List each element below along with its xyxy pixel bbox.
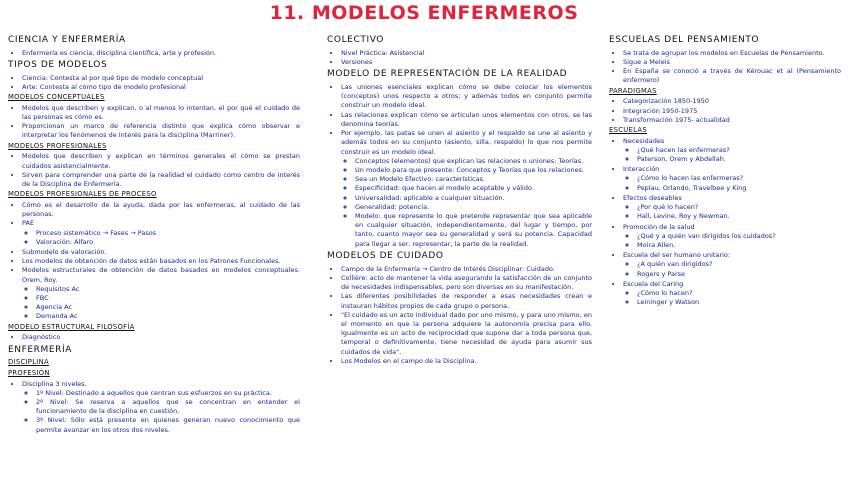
heading-cuidado: MODELOS DE CUIDADO <box>327 250 444 261</box>
list-item: • Los Modelos en el campo de la Disciplina. <box>341 357 592 366</box>
list-item-label: PAE <box>22 219 35 228</box>
list-item: • Submodelo de valoración. <box>22 248 300 257</box>
list-conceptuales <box>8 104 300 141</box>
list-item: • Arte: Contesta al cómo tipo de modelo profesional <box>22 83 300 92</box>
heading-estructural: MODELO ESTRUCTURAL FILOSOFÍA <box>8 322 135 331</box>
list-item: ◦ Leininger y Watson <box>637 298 841 307</box>
column-middle <box>327 34 592 367</box>
list-item <box>341 129 592 249</box>
list-item: ◦ 3º Nivel: Sólo está presente en quienes generan nuevo conocimiento que permite avanzar en los otros dos niveles. <box>36 416 300 434</box>
sublist <box>623 203 841 221</box>
heading-profesion: PROFESIÓN <box>8 368 50 377</box>
heading-ciencia: CIENCIA Y ENFERMERÍA <box>8 35 126 45</box>
list-item: ◦ Rogers y Parse <box>637 270 841 279</box>
list-item: • Sigue a Meleis <box>623 58 841 67</box>
list-pae <box>22 229 300 247</box>
list-item: ◦ Peplau, Orlando, Travelbee y King <box>637 184 841 193</box>
list-tipos <box>8 74 300 92</box>
sublist <box>623 289 841 307</box>
list-item: ◦ Valoración: Alfaro <box>36 238 300 247</box>
heading-escuelas: ESCUELAS DEL PENSAMIENTO <box>609 35 760 45</box>
list-item: ◦ Demanda Ac <box>36 312 300 321</box>
list-item: • "El cuidado es un acto individual dado por uno mismo, y para uno mismo, en el momento en que la persona adquiere la autonomía precisa para ello. Igualmente es un acto de reciprocidad que supone dar a toda persona que, temporal o definitivamente, tiene necesidad de ayuda para asumir sus cuidados de vida". <box>341 311 592 357</box>
list-representacion <box>327 83 592 249</box>
sublist <box>623 174 841 192</box>
list-item: ◦ Generalidad: potencia. <box>355 203 592 212</box>
list-profesionales <box>8 152 300 189</box>
list-item <box>22 266 300 321</box>
list-escuelas-detalle <box>609 137 841 308</box>
list-item <box>623 223 841 251</box>
list-item: • Integración 1950-1975 <box>623 107 841 116</box>
list-item <box>623 165 841 193</box>
list-item: • Modelos que describen y explican, o al menos lo intentan, el por qué el cuidado de las personas es cómo es. <box>22 104 300 122</box>
list-orem-roy <box>22 285 300 322</box>
heading-enfermeria: ENFERMERÍA <box>8 344 73 355</box>
list-item: ◦ Especificidad: que hacen al modelo aceptable y válido. <box>355 184 592 193</box>
list-item <box>623 251 841 279</box>
list-item: ◦ Proceso sistemático → Fases → Pasos <box>36 229 300 238</box>
list-paradigmas <box>609 97 841 125</box>
list-item: ◦ ¿Por qué lo hacen? <box>637 203 841 212</box>
list-estructural <box>8 333 300 342</box>
list-item: • Campo de la Enfermería → Centro de Interés Disciplinar: Cuidado. <box>341 265 592 274</box>
list-item: • Collière: acto de mantener la vida asegurando la satisfacción de un conjunto de necesidades indispensables, pero son diversas en su manifestación. <box>341 274 592 292</box>
list-ciencia <box>8 49 300 58</box>
heading-proceso: MODELOS PROFESIONALES DE PROCESO <box>8 190 157 199</box>
list-item: ◦ ¿Cómo lo hacen las enfermeras? <box>637 174 841 183</box>
list-colectivo <box>327 49 592 67</box>
list-item: ◦ Agencia Ac <box>36 303 300 312</box>
list-disciplina <box>8 380 300 435</box>
list-item: • Las relaciones explican cómo se articulan unos elementos con otros, se las denomina teorías. <box>341 111 592 129</box>
list-item: • Nivel Práctica: Asistencial <box>341 49 592 58</box>
list-item-label: Escuela del Caring <box>623 279 684 288</box>
list-item: ◦ Moira Allen. <box>637 241 841 250</box>
list-item: ◦ Sea un Modelo Efectivo: características. <box>355 175 592 184</box>
list-representacion-sub <box>341 157 592 249</box>
page-title: 11. MODELOS ENFERMEROS <box>269 2 579 24</box>
list-item-label: Necesidades <box>623 136 665 145</box>
list-item: ◦ Universalidad: aplicable a cualquier situación. <box>355 194 592 203</box>
list-item: ◦ 1º Nivel: Destinado a aquellos que centran sus esfuerzos en su práctica. <box>36 389 300 398</box>
list-item: ◦ Modelo: que represente lo que pretende representar que sea aplicable en cualquier situación, independientemente, del lugar y tiempo, por tanto, cuanto mayor sea su generalidad y será su potencia. Capacidad para llegar a ser, representar, la parte de la realidad. <box>355 212 592 249</box>
list-item: • Las diferentes posibilidades de responder a esas necesidades crean e instauran hábitos propios de cada grupo o persona. <box>341 292 592 310</box>
sublist <box>623 232 841 250</box>
list-item: • Los modelos de obtención de datos están basados en los Patrones Funcionales. <box>22 257 300 266</box>
list-item-label: Efectos deseables <box>623 193 682 202</box>
list-item-label: Por ejemplo, las patas se unen al asiento y el respaldo se une al asiento y además todos en su conjunto (asiento, silla, respaldo) lo que nos permite construir es un modelo ideal. <box>341 129 592 156</box>
list-escuelas <box>609 49 841 86</box>
list-item: • Transformación 1975- actualidad <box>623 116 841 125</box>
list-item: • Sirven para comprender una parte de la realidad el cuidado como centro de interés de la Disciplina de Enfermería. <box>22 171 300 189</box>
list-item: • Diagnóstico <box>22 333 300 342</box>
heading-disciplina: DISCIPLINA <box>8 358 49 367</box>
list-item <box>22 219 300 247</box>
list-item-label: Interacción <box>623 165 660 174</box>
heading-colectivo: COLECTIVO <box>327 35 384 45</box>
sublist <box>623 146 841 164</box>
list-item: • Se trata de agrupar los modelos en Escuelas de Pensamiento. <box>623 49 841 58</box>
list-item: ◦ ¿Cómo lo hacen? <box>637 289 841 298</box>
list-item-label: Disciplina 3 niveles. <box>22 379 87 388</box>
list-item: • Ciencia: Contesta al por qué tipo de modelo conceptual <box>22 74 300 83</box>
list-item: ◦ ¿A quién van dirigidos? <box>637 260 841 269</box>
list-item: • En España se conoció a través de Kérouac et al (Pensamiento enfermero) <box>623 67 841 85</box>
list-item <box>623 137 841 165</box>
list-item: ◦ 2º Nivel: Se reserva a aquellos que se concentran en entender el funcionamiento de la disciplina en cuestión. <box>36 398 300 416</box>
heading-tipos: TIPOS DE MODELOS <box>8 59 108 70</box>
list-item: ◦ Paterson, Orem y Abdellah. <box>637 155 841 164</box>
list-cuidado <box>327 265 592 366</box>
heading-conceptuales: MODELOS CONCEPTUALES <box>8 93 105 102</box>
list-niveles <box>22 389 300 435</box>
list-item: ◦ Requisitos Ac <box>36 285 300 294</box>
list-item: • Las uniones esenciales explican cómo se debe colocar los elementos (conceptos) unos respecto a otros; y además todos en conjunto permite construir un modelo ideal. <box>341 83 592 111</box>
list-item: • Versiones <box>341 58 592 67</box>
list-proceso <box>8 201 300 322</box>
list-item: ◦ ¿Qué y a quién van dirigidos los cuidados? <box>637 232 841 241</box>
heading-profesionales: MODELOS PROFESIONALES <box>8 141 107 150</box>
heading-escuelas-list: ESCUELAS <box>609 125 647 134</box>
list-item: • Enfermería es ciencia, disciplina científica, arte y profesión. <box>22 49 300 58</box>
column-right <box>609 34 841 309</box>
heading-paradigmas: PARADIGMAS <box>609 86 657 95</box>
list-item: ◦ Un modelo para que presente: Conceptos y Teorías que los relaciones. <box>355 166 592 175</box>
list-item <box>623 194 841 222</box>
list-item-label: Promoción de la salud <box>623 222 695 231</box>
column-left <box>8 34 300 436</box>
list-item: ◦ ¿Qué hacen las enfermeras? <box>637 146 841 155</box>
sublist <box>623 260 841 278</box>
list-item <box>22 380 300 435</box>
list-item: • Modelos que describen y explican en términos generales el cómo se prestan cuidados asistencialmente. <box>22 152 300 170</box>
list-item-label: Modelos estructurales de obtención de datos basados en modelos conceptuales. Orem, Roy. <box>22 266 300 284</box>
list-item: • Categorización 1850-1950 <box>623 97 841 106</box>
list-item: • Cómo es el desarrollo de la ayuda, dada por las enfermeras, al cuidado de las personas. <box>22 201 300 219</box>
list-item <box>623 280 841 308</box>
list-item: ◦ Hall, Levine, Roy y Newman. <box>637 212 841 221</box>
list-item: ◦ Conceptos (elementos) que explican las relaciones o uniones: Teorías. <box>355 157 592 166</box>
list-item: ◦ FBC <box>36 294 300 303</box>
heading-representacion: MODELO DE REPRESENTACIÓN DE LA REALIDAD <box>327 69 568 80</box>
list-item: • Proporcionan un marco de referencia distinto que explica cómo observar e interpretar los fenómenos de interés para la disciplina (Marriner). <box>22 122 300 140</box>
list-item-label: Escuela del ser humano unitario: <box>623 251 731 260</box>
